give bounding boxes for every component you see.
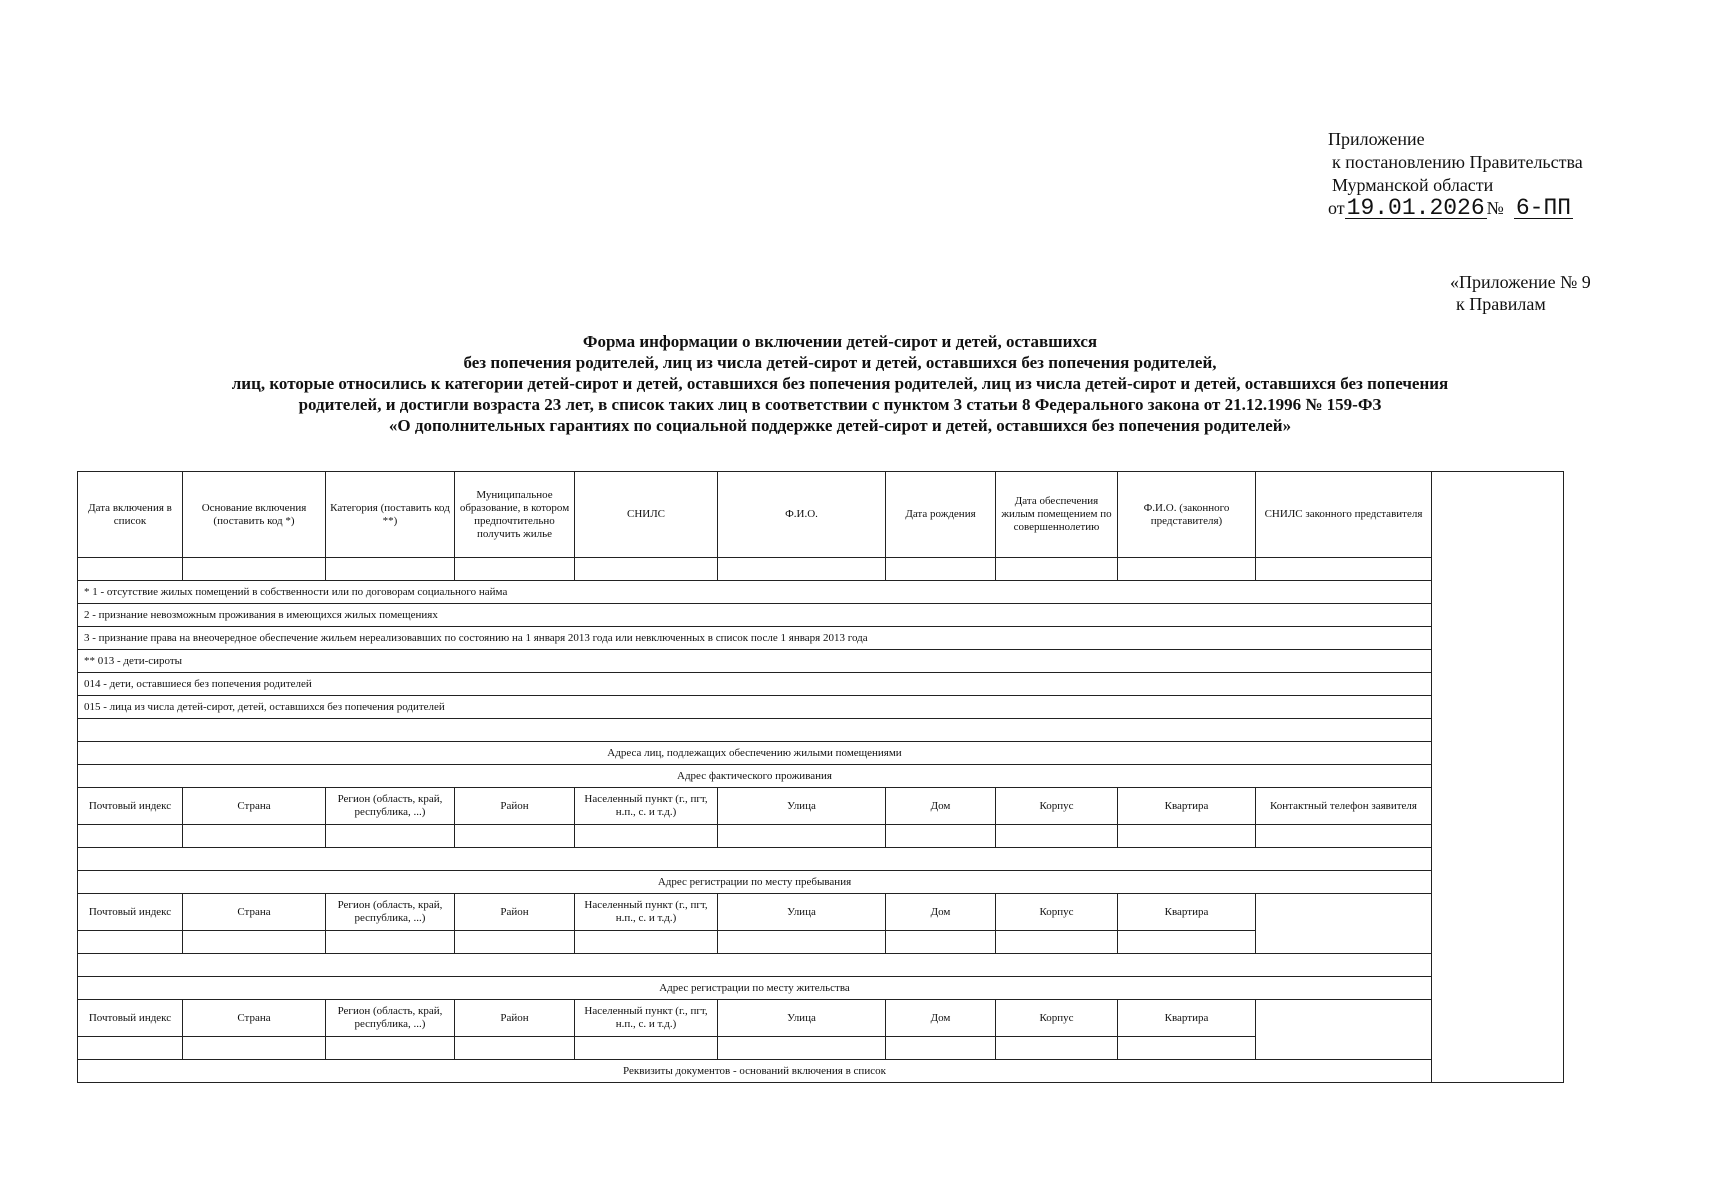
header-postal-code: Почтовый индекс (78, 1000, 183, 1037)
cell-snils[interactable] (575, 558, 718, 581)
main-data-row (78, 558, 1564, 581)
header-municipality: Муниципальное образование, в котором предпочтительно получить жилье (455, 472, 575, 558)
form-title (80, 331, 1600, 436)
title-line-3: лиц, которые относились к категории детей-сирот и детей, оставшихся без попечения родителей, лиц из числа детей-сирот и детей, оставшихся без попечения (231, 374, 1449, 393)
header-house: Дом (886, 788, 996, 825)
cell-house[interactable] (886, 931, 996, 954)
information-form-table (77, 471, 1564, 1083)
header-apartment: Квартира (1118, 1000, 1256, 1037)
cell-region[interactable] (326, 931, 455, 954)
note-code-014: 014 - дети, оставшиеся без попечения родителей (78, 673, 1432, 696)
header-guardian-name: Ф.И.О. (законного представителя) (1118, 472, 1256, 558)
cell-street[interactable] (718, 825, 886, 848)
section-row (78, 871, 1564, 894)
actual-address-header-row (78, 788, 1564, 825)
cell-inclusion-basis[interactable] (183, 558, 326, 581)
header-inclusion-date: Дата включения в список (78, 472, 183, 558)
header-inclusion-basis: Основание включения (поставить код *) (183, 472, 326, 558)
note-row (78, 627, 1564, 650)
header-locality: Населенный пункт (г., пгт, н.п., с. и т.д.) (575, 1000, 718, 1037)
note-code-1: * 1 - отсутствие жилых помещений в собственности или по договорам социального найма (78, 581, 1432, 604)
header-house: Дом (886, 894, 996, 931)
header-full-name: Ф.И.О. (718, 472, 886, 558)
section-row (78, 765, 1564, 788)
cell-postal-code[interactable] (78, 1037, 183, 1060)
annex-9-header (1450, 271, 1591, 315)
cell-locality[interactable] (575, 931, 718, 954)
cell-locality[interactable] (575, 825, 718, 848)
header-locality: Населенный пункт (г., пгт, н.п., с. и т.д.) (575, 788, 718, 825)
header-birth-date: Дата рождения (886, 472, 996, 558)
residence-address-title: Адрес регистрации по месту жительства (78, 977, 1432, 1000)
annex-rules-line: к Правилам (1456, 294, 1546, 314)
cell-house[interactable] (886, 1037, 996, 1060)
header-street: Улица (718, 1000, 886, 1037)
header-postal-code: Почтовый индекс (78, 894, 183, 931)
cell-birth-date[interactable] (886, 558, 996, 581)
stay-address-header-row (78, 894, 1564, 931)
title-line-1: Форма информации о включении детей-сирот и детей, оставшихся (582, 332, 1098, 351)
resolution-number: 6-ПП (1515, 195, 1572, 221)
cell-housing-date[interactable] (996, 558, 1118, 581)
cell-apartment[interactable] (1118, 931, 1256, 954)
header-locality: Населенный пункт (г., пгт, н.п., с. и т.д.) (575, 894, 718, 931)
header-country: Страна (183, 1000, 326, 1037)
cell-country[interactable] (183, 825, 326, 848)
spacer-row (78, 719, 1564, 742)
header-house: Дом (886, 1000, 996, 1037)
header-apartment: Квартира (1118, 788, 1256, 825)
cell-postal-code[interactable] (78, 825, 183, 848)
note-code-015: 015 - лица из числа детей-сирот, детей, оставшихся без попечения родителей (78, 696, 1432, 719)
cell-house[interactable] (886, 825, 996, 848)
date-prefix: от (1328, 198, 1345, 218)
spacer-row (78, 954, 1564, 977)
note-row (78, 673, 1564, 696)
header-region: Регион (область, край, республика, ...) (326, 894, 455, 931)
cell-full-name[interactable] (718, 558, 886, 581)
cell-street[interactable] (718, 1037, 886, 1060)
note-row (78, 581, 1564, 604)
header-building: Корпус (996, 788, 1118, 825)
spacer-row (78, 848, 1564, 871)
header-district: Район (455, 788, 575, 825)
header-snils: СНИЛС (575, 472, 718, 558)
header-district: Район (455, 894, 575, 931)
header-line-region: Мурманской области (1332, 175, 1494, 195)
header-country: Страна (183, 894, 326, 931)
cell-inclusion-date[interactable] (78, 558, 183, 581)
stay-extra-cell (1256, 894, 1432, 954)
cell-building[interactable] (996, 1037, 1118, 1060)
cell-municipality[interactable] (455, 558, 575, 581)
title-line-5: «О дополнительных гарантиях по социальной поддержке детей-сирот и детей, оставшихся без попечения родителей» (388, 416, 1292, 435)
annex-9-line: «Приложение № 9 (1450, 272, 1591, 292)
section-row (78, 977, 1564, 1000)
header-street: Улица (718, 788, 886, 825)
header-country: Страна (183, 788, 326, 825)
cell-guardian-name[interactable] (1118, 558, 1256, 581)
section-row (78, 742, 1564, 765)
documents-section-title: Реквизиты документов - оснований включения в список (78, 1060, 1432, 1083)
stay-address-title: Адрес регистрации по месту пребывания (78, 871, 1432, 894)
note-code-2: 2 - признание невозможным проживания в имеющихся жилых помещениях (78, 604, 1432, 627)
addresses-section-title: Адреса лиц, подлежащих обеспечению жилыми помещениями (78, 742, 1432, 765)
note-code-3: 3 - признание права на внеочередное обеспечение жильем нереализовавших по состоянию на 1 января 2013 года или невключенных в список после 1 января 2013 года (78, 627, 1432, 650)
cell-category[interactable] (326, 558, 455, 581)
header-region: Регион (область, край, республика, ...) (326, 1000, 455, 1037)
cell-guardian-snils[interactable] (1256, 558, 1432, 581)
title-line-4: родителей, и достигли возраста 23 лет, в список таких лиц в соответствии с пунктом 3 статьи 8 Федерального закона от 21.12.1996 № 159-ФЗ (298, 395, 1382, 414)
actual-address-title: Адрес фактического проживания (78, 765, 1432, 788)
residence-extra-cell (1256, 1000, 1432, 1060)
header-building: Корпус (996, 1000, 1118, 1037)
header-line-annex: Приложение (1328, 129, 1425, 149)
cell-building[interactable] (996, 825, 1118, 848)
cell-street[interactable] (718, 931, 886, 954)
header-apartment: Квартира (1118, 894, 1256, 931)
cell-postal-code[interactable] (78, 931, 183, 954)
section-row (78, 1060, 1564, 1083)
header-date-line (1328, 197, 1583, 220)
cell-district[interactable] (455, 825, 575, 848)
cell-locality[interactable] (575, 1037, 718, 1060)
header-region: Регион (область, край, республика, ...) (326, 788, 455, 825)
residence-address-header-row (78, 1000, 1564, 1037)
note-row (78, 604, 1564, 627)
spacer-cell (78, 954, 1432, 977)
actual-address-data-row (78, 825, 1564, 848)
cell-apartment[interactable] (1118, 825, 1256, 848)
approval-header (1328, 128, 1583, 220)
title-line-2: без попечения родителей, лиц из числа детей-сирот и детей, оставшихся без попечения родителей, (463, 353, 1217, 372)
header-line-resolution: к постановлению Правительства (1332, 152, 1583, 172)
header-contact-phone: Контактный телефон заявителя (1256, 788, 1432, 825)
note-row (78, 650, 1564, 673)
cell-district[interactable] (455, 931, 575, 954)
cell-contact-phone[interactable] (1256, 825, 1432, 848)
header-category: Категория (поставить код **) (326, 472, 455, 558)
cell-country[interactable] (183, 1037, 326, 1060)
cell-region[interactable] (326, 1037, 455, 1060)
cell-building[interactable] (996, 931, 1118, 954)
spacer-cell (78, 848, 1432, 871)
header-housing-date: Дата обеспечения жилым помещением по совершеннолетию (996, 472, 1118, 558)
header-district: Район (455, 1000, 575, 1037)
header-building: Корпус (996, 894, 1118, 931)
resolution-date: 19.01.2026 (1346, 195, 1485, 221)
note-code-013: ** 013 - дети-сироты (78, 650, 1432, 673)
header-postal-code: Почтовый индекс (78, 788, 183, 825)
main-header-row (78, 472, 1564, 558)
cell-country[interactable] (183, 931, 326, 954)
cell-region[interactable] (326, 825, 455, 848)
cell-apartment[interactable] (1118, 1037, 1256, 1060)
header-guardian-snils: СНИЛС законного представителя (1256, 472, 1432, 558)
number-prefix: № (1486, 198, 1504, 218)
header-street: Улица (718, 894, 886, 931)
spacer-cell (78, 719, 1432, 742)
cell-district[interactable] (455, 1037, 575, 1060)
note-row (78, 696, 1564, 719)
right-margin-column (1432, 472, 1564, 1083)
